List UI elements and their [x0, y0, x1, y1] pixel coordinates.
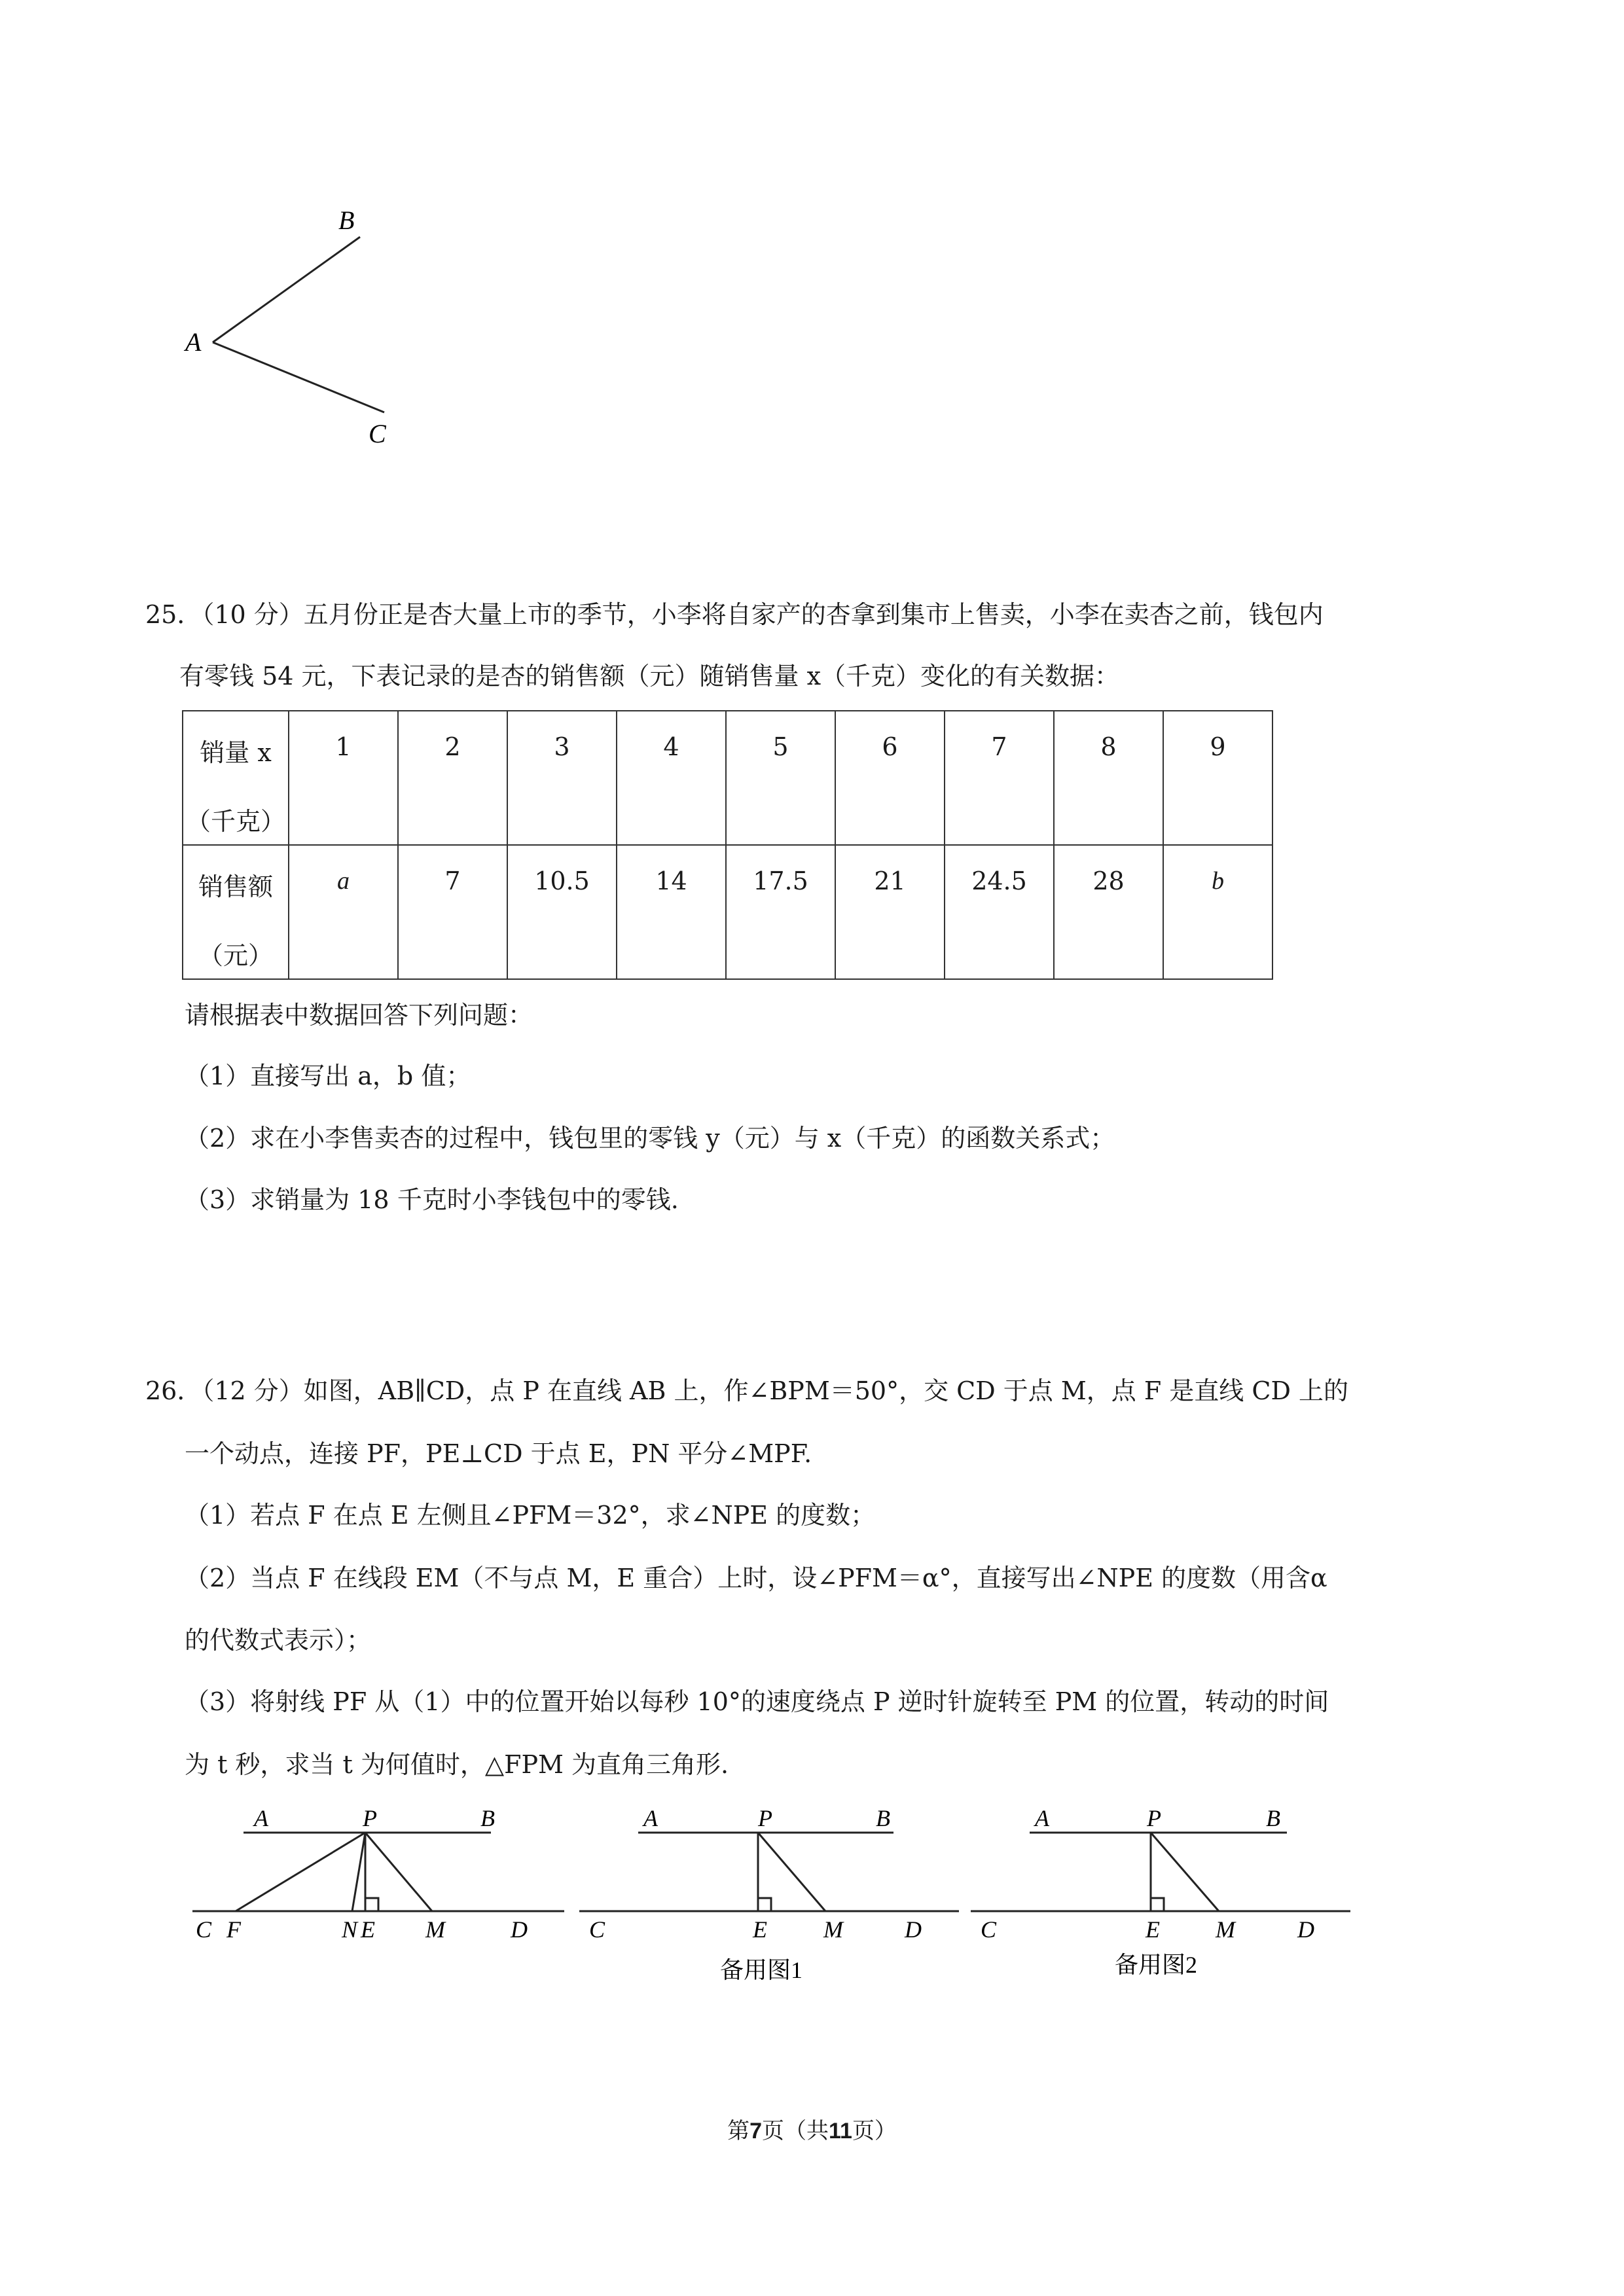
segment-pm — [758, 1833, 825, 1911]
footer-suffix: 页） — [852, 2118, 897, 2144]
row-header-sales: 销售额 （元） — [183, 845, 289, 979]
table-cell: b — [1163, 845, 1272, 979]
q25-sub2: （2）求在小李售卖杏的过程中，钱包里的零钱 y（元）与 x（千克）的函数关系式； — [185, 1124, 1115, 1153]
q26-sub2-line2: 的代数式表示）； — [185, 1626, 372, 1655]
label-a: A — [643, 1806, 658, 1831]
table-cell: 17.5 — [726, 845, 835, 979]
label-b: B — [338, 206, 355, 235]
label-e: E — [753, 1916, 767, 1943]
label-f: F — [226, 1916, 241, 1943]
label-b: B — [876, 1806, 890, 1831]
q26-sub3-line2: 为 t 秒，求当 t 为何值时，△FPM 为直角三角形. — [185, 1750, 729, 1779]
right-angle-mark — [758, 1898, 771, 1911]
table-cell: 6 — [835, 711, 945, 845]
q25-sub1: （1）直接写出 a，b 值； — [185, 1062, 471, 1090]
q25-prompt: 请根据表中数据回答下列问题： — [185, 1001, 533, 1030]
label-e: E — [361, 1916, 375, 1943]
table-cell: 10.5 — [507, 845, 617, 979]
q25-stem-line2: 有零钱 54 元，下表记录的是杏的销售额（元）随销售量 x（千克）变化的有关数据： — [179, 662, 1120, 691]
label-p: P — [1147, 1806, 1161, 1831]
label-a: A — [1035, 1806, 1049, 1831]
segment-pn — [352, 1833, 365, 1911]
label-e: E — [1146, 1916, 1160, 1943]
label-c: C — [369, 419, 386, 448]
label-d: D — [905, 1916, 922, 1943]
label-b: B — [1266, 1806, 1280, 1831]
ray-ac — [213, 342, 384, 412]
q26-stem-line2: 一个动点，连接 PF，PE⊥CD 于点 E，PN 平分∠MPF. — [185, 1439, 812, 1468]
label-c: C — [589, 1916, 605, 1943]
q26-figure-main — [183, 1806, 576, 2003]
right-angle-mark — [1151, 1898, 1164, 1911]
q26-sub2-line1: （2）当点 F 在线段 EM（不与点 M，E 重合）上时，设∠PFM＝α°，直接写出∠NPE 的度数（用含α — [185, 1564, 1327, 1592]
segment-pm — [365, 1833, 432, 1911]
label-c: C — [196, 1916, 212, 1943]
label-a: A — [185, 327, 202, 357]
caption-spare-2: 备用图2 — [1115, 1952, 1198, 1978]
table-cell: 9 — [1163, 711, 1272, 845]
table-row-sales — [183, 845, 1272, 979]
right-angle-mark — [365, 1898, 378, 1911]
label-m: M — [1216, 1916, 1235, 1943]
table-cell: 8 — [1054, 711, 1163, 845]
q25-stem-line1: 25．（10 分）五月份正是杏大量上市的季节，小李将自家产的杏拿到集市上售卖，小李在卖杏之前，钱包内 — [145, 600, 1324, 629]
footer-total-pages: 11 — [828, 2119, 852, 2144]
segment-pf — [236, 1833, 365, 1911]
table-cell: 7 — [945, 711, 1054, 845]
table-cell: a — [289, 845, 398, 979]
footer-prefix: 第 — [727, 2118, 750, 2144]
table-cell: 2 — [398, 711, 507, 845]
label-m: M — [425, 1916, 445, 1943]
table-cell: 21 — [835, 845, 945, 979]
angle-figure — [183, 196, 432, 458]
table-row-quantity — [183, 711, 1272, 845]
label-d: D — [511, 1916, 528, 1943]
label-m: M — [823, 1916, 843, 1943]
label-a: A — [254, 1806, 268, 1831]
label-p: P — [363, 1806, 377, 1831]
table-cell: 24.5 — [945, 845, 1054, 979]
q26-stem-line1: 26．（12 分）如图，AB∥CD，点 P 在直线 AB 上，作∠BPM＝50°，交 CD 于点 M，点 F 是直线 CD 上的 — [145, 1376, 1349, 1405]
table-cell: 1 — [289, 711, 398, 845]
table-cell: 28 — [1054, 845, 1163, 979]
footer-page-number: 7 — [749, 2119, 762, 2144]
label-b: B — [480, 1806, 495, 1831]
segment-pm — [1151, 1833, 1219, 1911]
label-p: P — [758, 1806, 772, 1831]
label-d: D — [1297, 1916, 1314, 1943]
q26-figure-spare-2 — [967, 1806, 1360, 2016]
table-cell: 4 — [617, 711, 726, 845]
caption-spare-1: 备用图1 — [720, 1957, 803, 1983]
table-cell: 5 — [726, 711, 835, 845]
label-n: N — [342, 1916, 358, 1943]
q25-data-table — [182, 710, 1273, 980]
q26-sub1: （1）若点 F 在点 E 左侧且∠PFM＝32°，求∠NPE 的度数； — [185, 1501, 876, 1530]
table-cell: 7 — [398, 845, 507, 979]
footer-middle: 页（共 — [761, 2118, 829, 2144]
q26-figure-spare-1 — [576, 1806, 962, 2016]
row-header-quantity: 销量 x （千克） — [183, 711, 289, 845]
q26-sub3-line1: （3）将射线 PF 从（1）中的位置开始以每秒 10°的速度绕点 P 逆时针旋转至 PM 的位置，转动的时间 — [185, 1687, 1329, 1716]
ray-ab — [213, 237, 360, 342]
q25-sub3: （3）求销量为 18 千克时小李钱包中的零钱. — [185, 1185, 679, 1214]
table-cell: 3 — [507, 711, 617, 845]
page-footer — [0, 2113, 1624, 2145]
label-c: C — [981, 1916, 997, 1943]
table-cell: 14 — [617, 845, 726, 979]
